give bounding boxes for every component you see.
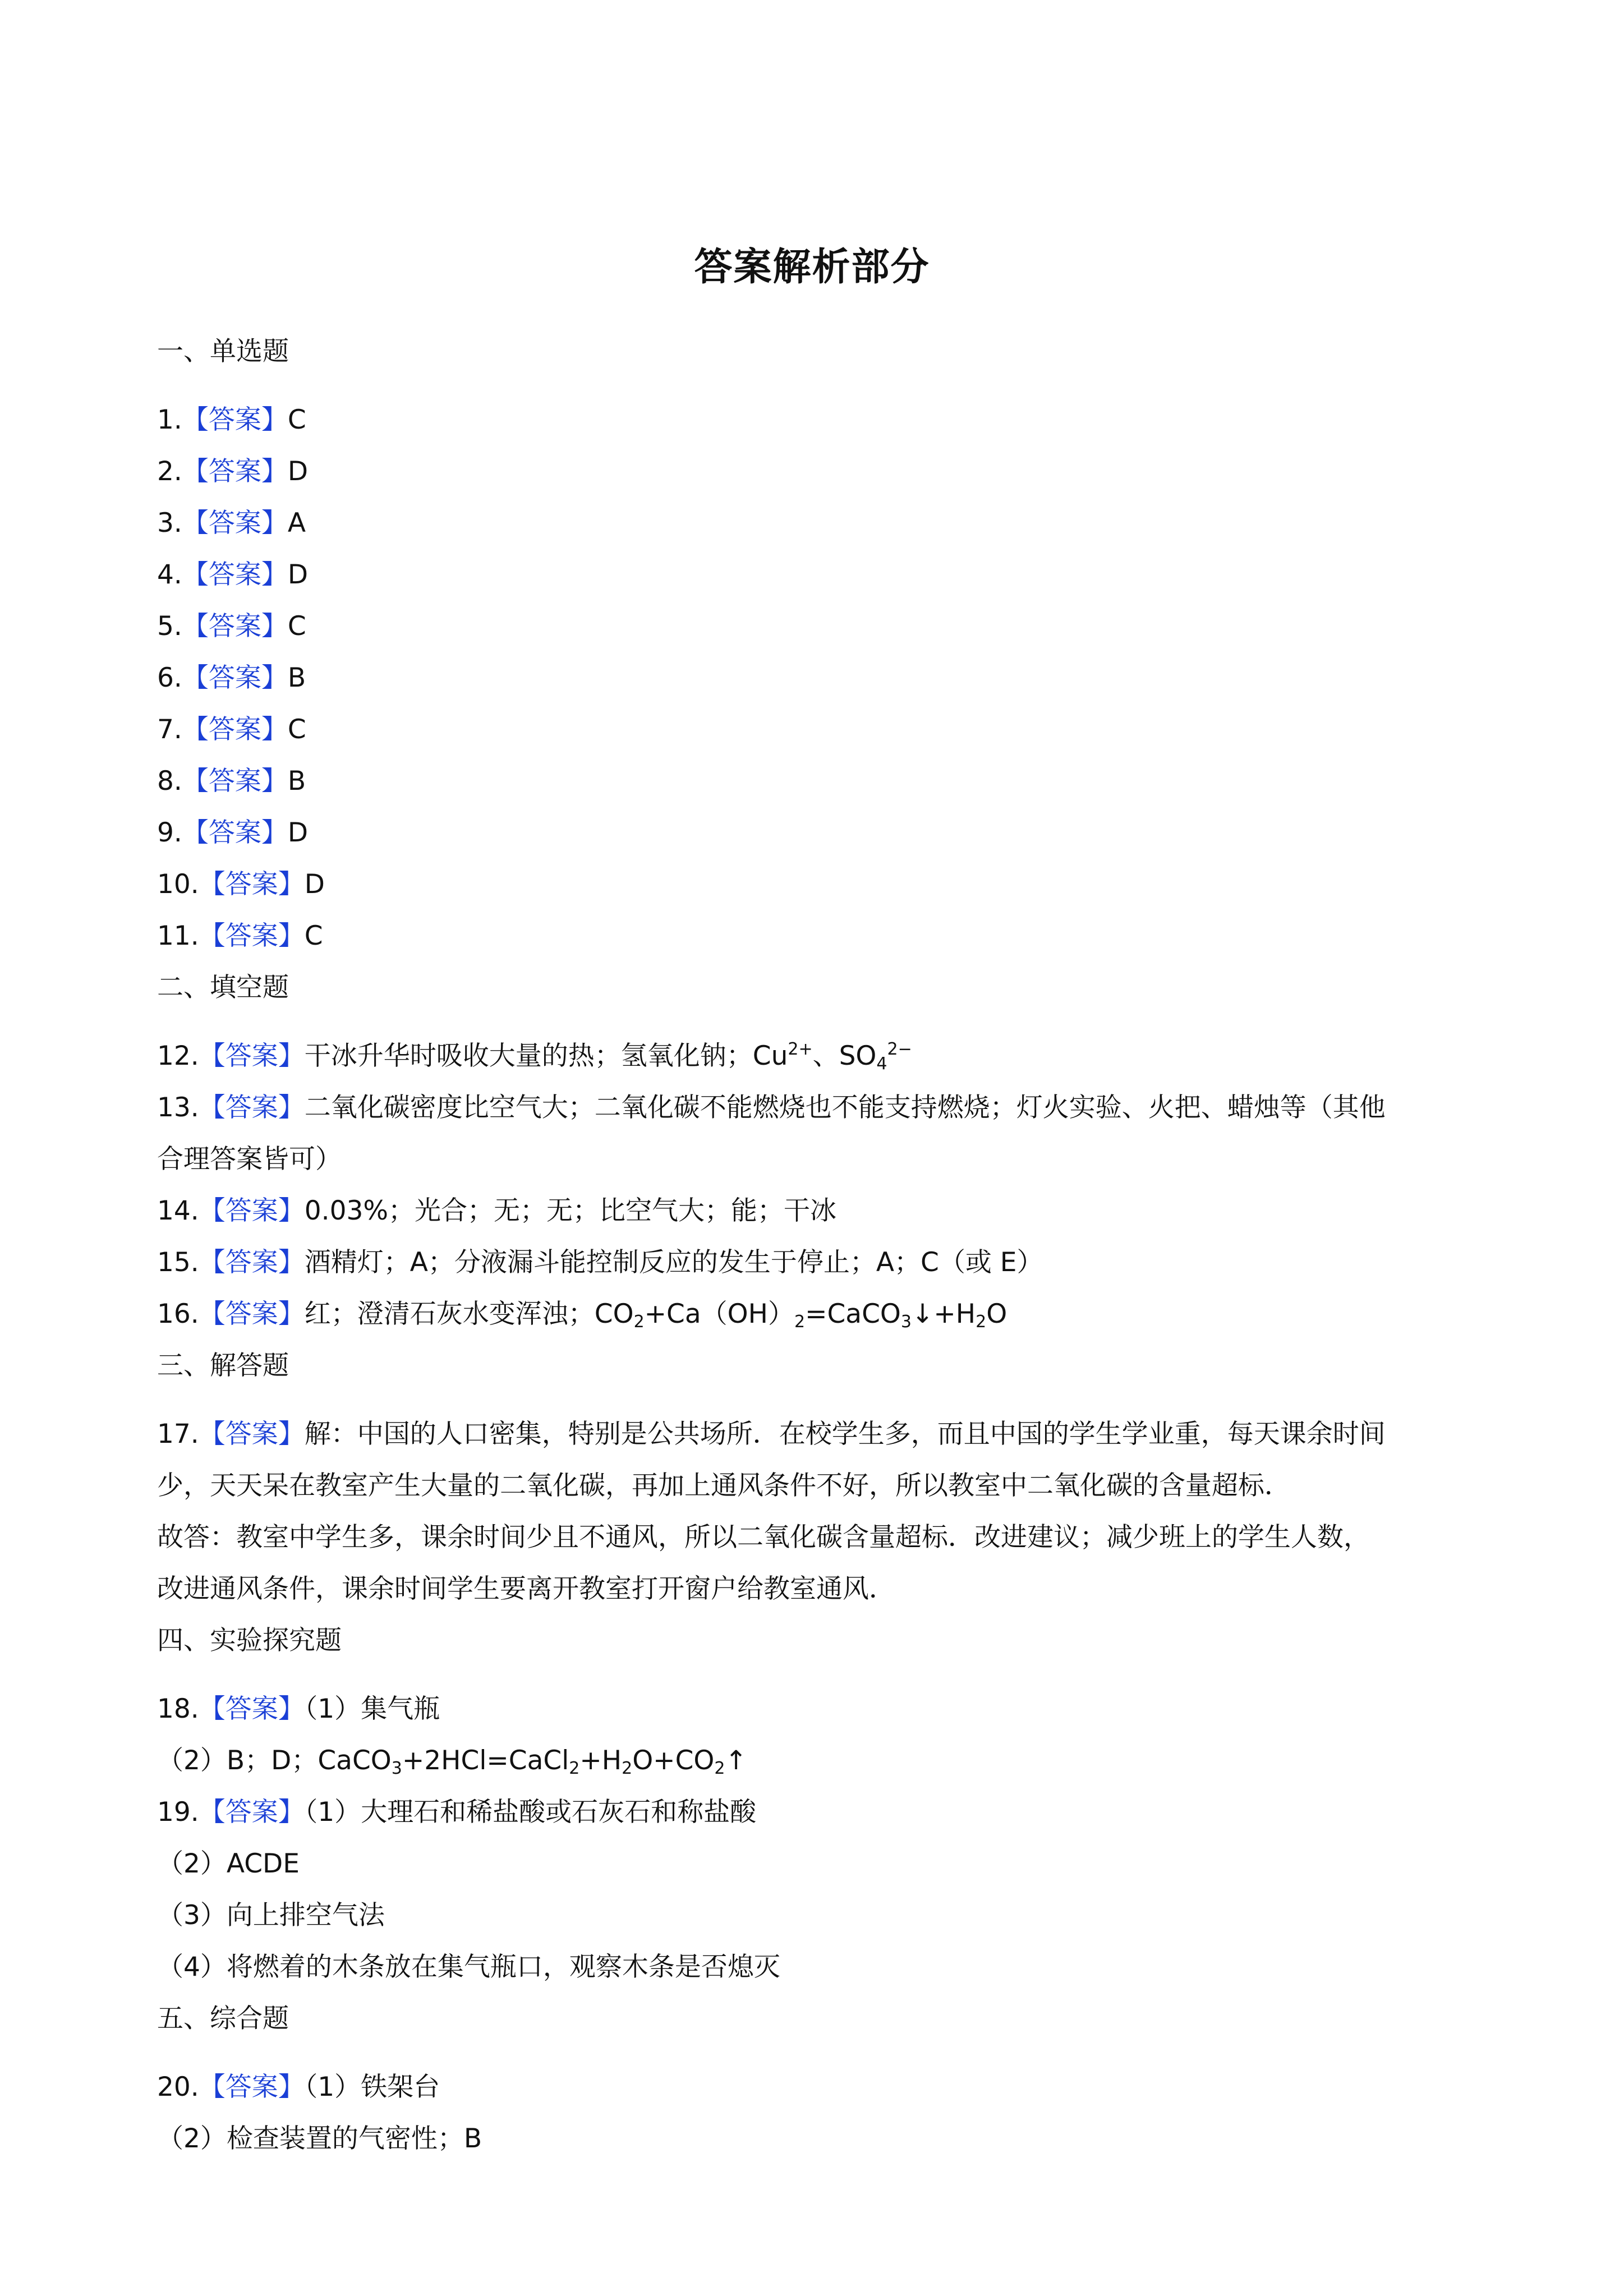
answer-tag: 【答案】 <box>182 817 288 848</box>
answer-item-20: 20.【答案】（1）铁架台 <box>157 2072 440 2102</box>
answer-tag: 【答案】 <box>182 766 288 797</box>
answer-item: 7.【答案】C <box>157 714 306 745</box>
answer-item-19-part3: （3）向上排空气法 <box>157 1900 385 1931</box>
section-heading-experiment: 四、实验探究题 <box>157 1625 342 1656</box>
answer-item-17-cont: 少，天天呆在教室产生大量的二氧化碳，再加上通风条件不好，所以教室中二氧化碳的含量超标． <box>157 1470 1291 1501</box>
answer-item-13: 13.【答案】二氧化碳密度比空气大；二氧化碳不能燃烧也不能支持燃烧；灯火实验、火把、蜡烛等（其他 <box>157 1092 1386 1123</box>
answer-item-17-cont: 改进通风条件，课余时间学生要离开教室打开窗户给教室通风． <box>157 1573 895 1604</box>
answer-tag: 【答案】 <box>182 404 288 435</box>
answer-tag: 【答案】 <box>199 1419 305 1450</box>
answer-tag: 【答案】 <box>199 921 305 951</box>
answer-item-19-part2: （2）ACDE <box>157 1848 300 1879</box>
answer-tag: 【答案】 <box>199 2072 305 2102</box>
answer-tag: 【答案】 <box>182 714 288 745</box>
page-title: 答案解析部分 <box>694 245 930 289</box>
answer-item-14: 14.【答案】0.03%；光合；无；无；比空气大；能；干冰 <box>157 1195 837 1226</box>
answer-item-18: 18.【答案】（1）集气瓶 <box>157 1694 440 1724</box>
answer-tag: 【答案】 <box>199 1195 305 1226</box>
section-heading-fill-blank: 二、填空题 <box>157 972 289 1003</box>
answer-item-19-part4: （4）将燃着的木条放在集气瓶口，观察木条是否熄灭 <box>157 1952 780 1982</box>
answer-item-16: 16.【答案】红；澄清石灰水变浑浊；$CO_2+Ca(OH)_2=CaCO_3↓+H_2O$ <box>157 1299 1007 1332</box>
answer-tag: 【答案】 <box>182 662 288 693</box>
answer-tag: 【答案】 <box>199 869 305 900</box>
answer-item: 6.【答案】B <box>157 662 306 693</box>
answer-item-17-cont: 故答：教室中学生多，课余时间少且不通风，所以二氧化碳含量超标．改进建议；减少班上的学生人数， <box>157 1522 1370 1553</box>
answer-item-17: 17.【答案】解：中国的人口密集，特别是公共场所．在校学生多，而且中国的学生学业重，每天课余时间 <box>157 1419 1386 1450</box>
answer-item: 8.【答案】B <box>157 766 306 797</box>
answer-tag: 【答案】 <box>199 1041 305 1071</box>
answer-item: 11.【答案】C <box>157 921 323 951</box>
section-heading-comprehensive: 五、综合题 <box>157 2003 289 2034</box>
answer-tag: 【答案】 <box>199 1797 305 1828</box>
answer-tag: 【答案】 <box>199 1247 305 1278</box>
answer-item-12: 12.【答案】干冰升华时吸收大量的热；氢氧化钠；$Cu^{2+}$、$SO_4^{2-}$ <box>157 1039 912 1074</box>
answer-tag: 【答案】 <box>199 1092 305 1123</box>
answer-tag: 【答案】 <box>199 1694 305 1724</box>
answer-tag: 【答案】 <box>182 559 288 590</box>
answer-item-20-part2: （2）检查装置的气密性；B <box>157 2123 482 2154</box>
answer-item: 9.【答案】D <box>157 817 309 848</box>
answer-item-13-cont: 合理答案皆可） <box>157 1144 342 1175</box>
answer-item-15: 15.【答案】酒精灯；A；分液漏斗能控制反应的发生于停止；A；C（或 E） <box>157 1247 1043 1278</box>
answer-item: 2.【答案】D <box>157 456 309 487</box>
answer-tag: 【答案】 <box>199 1299 305 1329</box>
answer-tag: 【答案】 <box>182 456 288 487</box>
answer-item-18-part2: （2）B；D；$CaCO_3+2HCl=CaCl_2+H_2O+CO_2↑$ <box>157 1745 747 1778</box>
answer-item: 4.【答案】D <box>157 559 309 590</box>
answer-item: 5.【答案】C <box>157 611 306 642</box>
answer-tag: 【答案】 <box>182 508 288 539</box>
answer-item: 1.【答案】C <box>157 404 306 435</box>
answer-tag: 【答案】 <box>182 611 288 642</box>
section-heading-answer: 三、解答题 <box>157 1350 289 1381</box>
answer-item-19: 19.【答案】（1）大理石和稀盐酸或石灰石和称盐酸 <box>157 1797 757 1828</box>
answer-item: 3.【答案】A <box>157 508 306 539</box>
answer-item: 10.【答案】D <box>157 869 325 900</box>
section-heading-single-choice: 一、单选题 <box>157 336 289 367</box>
